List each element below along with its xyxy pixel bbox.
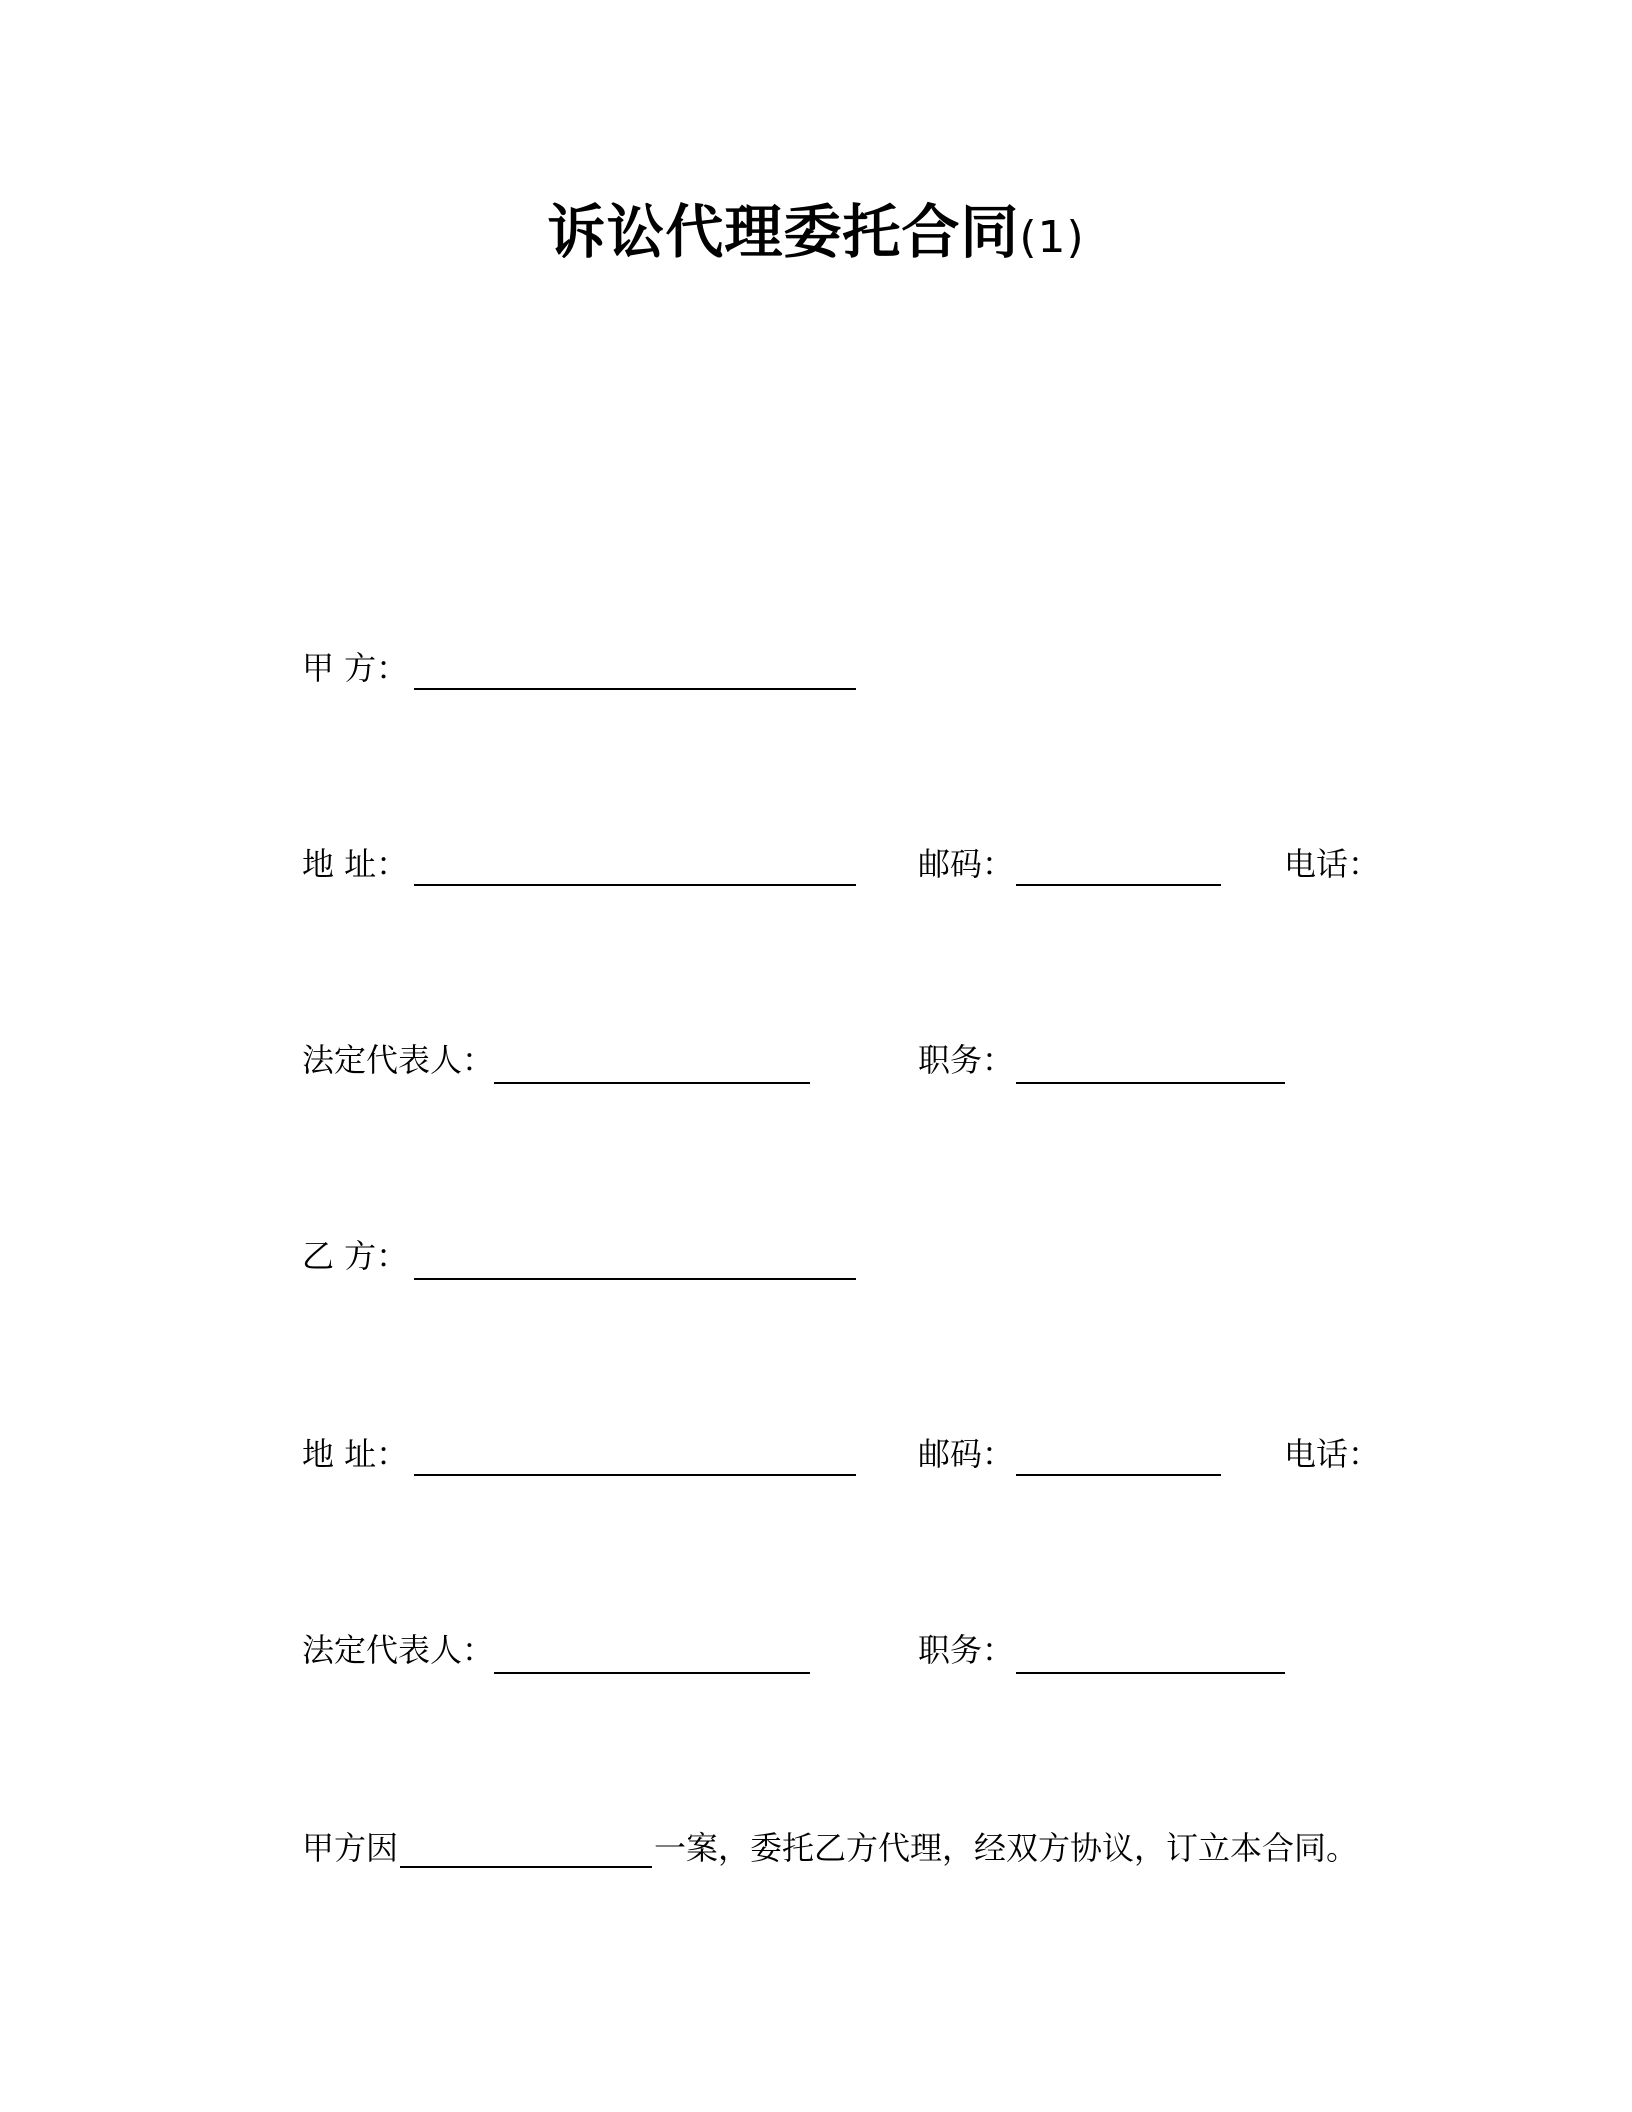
title-suffix: (1): [1019, 212, 1085, 263]
party-b-name-label: 乙 方：: [302, 1237, 409, 1275]
party-a-address-field[interactable]: [414, 884, 856, 886]
party-a-postcode-field[interactable]: [1016, 884, 1221, 886]
party-b-legal-rep-label: 法定代表人：: [302, 1631, 495, 1669]
party-b-postcode-field[interactable]: [1016, 1474, 1221, 1476]
case-name-field[interactable]: [400, 1830, 652, 1868]
party-b-address-field[interactable]: [414, 1474, 856, 1476]
party-a-phone-label: 电话：: [1284, 845, 1381, 883]
party-a-address-label: 地 址：: [302, 845, 409, 883]
party-b-position-field[interactable]: [1016, 1672, 1285, 1674]
party-a-name-field[interactable]: [414, 688, 856, 690]
party-b-phone-label: 电话：: [1284, 1435, 1381, 1473]
party-a-position-field[interactable]: [1016, 1082, 1285, 1084]
party-a-position-label: 职务：: [918, 1041, 1015, 1079]
statement-prefix: 甲方因: [302, 1829, 399, 1867]
party-a-legal-rep-label: 法定代表人：: [302, 1041, 495, 1079]
party-b-legal-rep-field[interactable]: [494, 1672, 810, 1674]
party-a-legal-rep-field[interactable]: [494, 1082, 810, 1084]
party-a-name-label: 甲 方：: [302, 649, 409, 687]
party-a-postcode-label: 邮码：: [918, 845, 1015, 883]
statement-suffix: 一案，委托乙方代理，经双方协议，订立本合同。: [654, 1829, 1359, 1867]
document-title: [0, 192, 1632, 278]
party-b-name-field[interactable]: [414, 1278, 856, 1280]
party-b-position-label: 职务：: [918, 1631, 1015, 1669]
party-b-address-label: 地 址：: [302, 1435, 409, 1473]
contract-statement: [302, 1828, 1358, 1868]
party-b-postcode-label: 邮码：: [918, 1435, 1015, 1473]
title-text: 诉讼代理委托合同: [547, 198, 1020, 266]
